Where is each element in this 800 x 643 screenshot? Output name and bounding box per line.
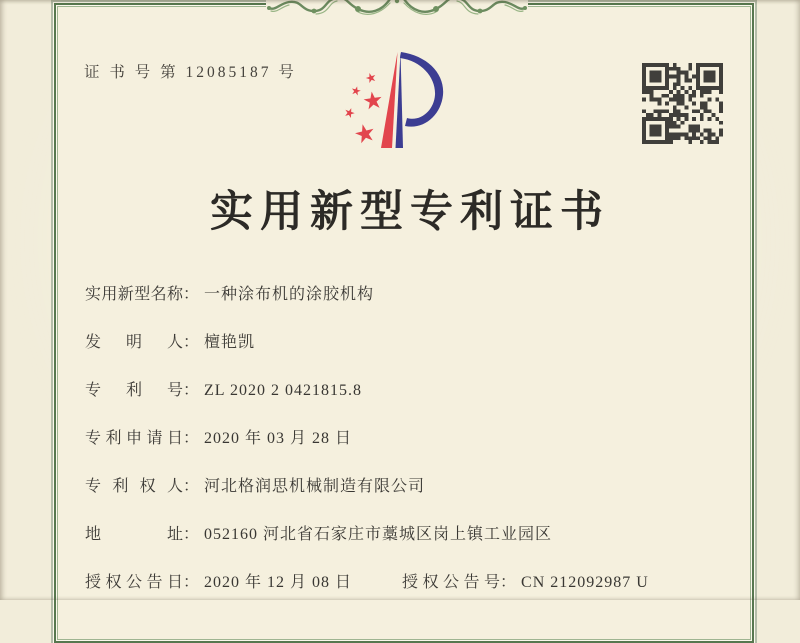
field-value: 檀艳凯 bbox=[204, 334, 256, 351]
field-colon: ： bbox=[500, 574, 517, 591]
field-colon: ： bbox=[183, 526, 200, 543]
field-colon: ： bbox=[183, 334, 200, 351]
field-row-patent-number bbox=[85, 367, 745, 415]
field-value: 河北格润思机械制造有限公司 bbox=[204, 478, 426, 495]
certificate-fields bbox=[85, 271, 745, 607]
field-row-inventor bbox=[85, 319, 745, 367]
field-value: 一种涂布机的涂胶机构 bbox=[204, 286, 375, 303]
field-label: 专利申请日 bbox=[85, 430, 183, 447]
field-colon: ： bbox=[183, 382, 200, 399]
field-label: 实用新型名称 bbox=[85, 286, 183, 303]
grant-number-value: CN 212092987 U bbox=[521, 574, 649, 591]
field-label: 发明人 bbox=[85, 334, 183, 351]
field-colon: ： bbox=[183, 286, 200, 303]
floral-scroll-ornament-icon bbox=[266, 0, 528, 25]
field-value: 2020 年 12 月 08 日 bbox=[204, 574, 353, 591]
field-label: 授权公告日 bbox=[85, 574, 183, 591]
field-colon: ： bbox=[183, 478, 200, 495]
certificate-number: 证 书 号 第 12085187 号 bbox=[84, 64, 297, 81]
field-colon: ： bbox=[183, 430, 200, 447]
field-value: 2020 年 03 月 28 日 bbox=[204, 430, 353, 447]
field-label: 地址 bbox=[85, 526, 183, 543]
qr-code-icon bbox=[642, 63, 723, 144]
field-value: 052160 河北省石家庄市藁城区岗上镇工业园区 bbox=[204, 526, 553, 543]
grant-number-label: 授权公告号 bbox=[402, 574, 500, 591]
field-row-application-date bbox=[85, 415, 745, 463]
certificate-title: 实用新型专利证书 bbox=[210, 189, 610, 236]
field-label: 专利号 bbox=[85, 382, 183, 399]
field-value: ZL 2020 2 0421815.8 bbox=[204, 382, 362, 399]
field-row-address bbox=[85, 511, 745, 559]
cnipa-patent-logo-icon bbox=[344, 48, 464, 162]
field-colon: ： bbox=[183, 574, 200, 591]
field-row-patentee bbox=[85, 463, 745, 511]
field-label: 专利权人 bbox=[85, 478, 183, 495]
field-row-name bbox=[85, 271, 745, 319]
